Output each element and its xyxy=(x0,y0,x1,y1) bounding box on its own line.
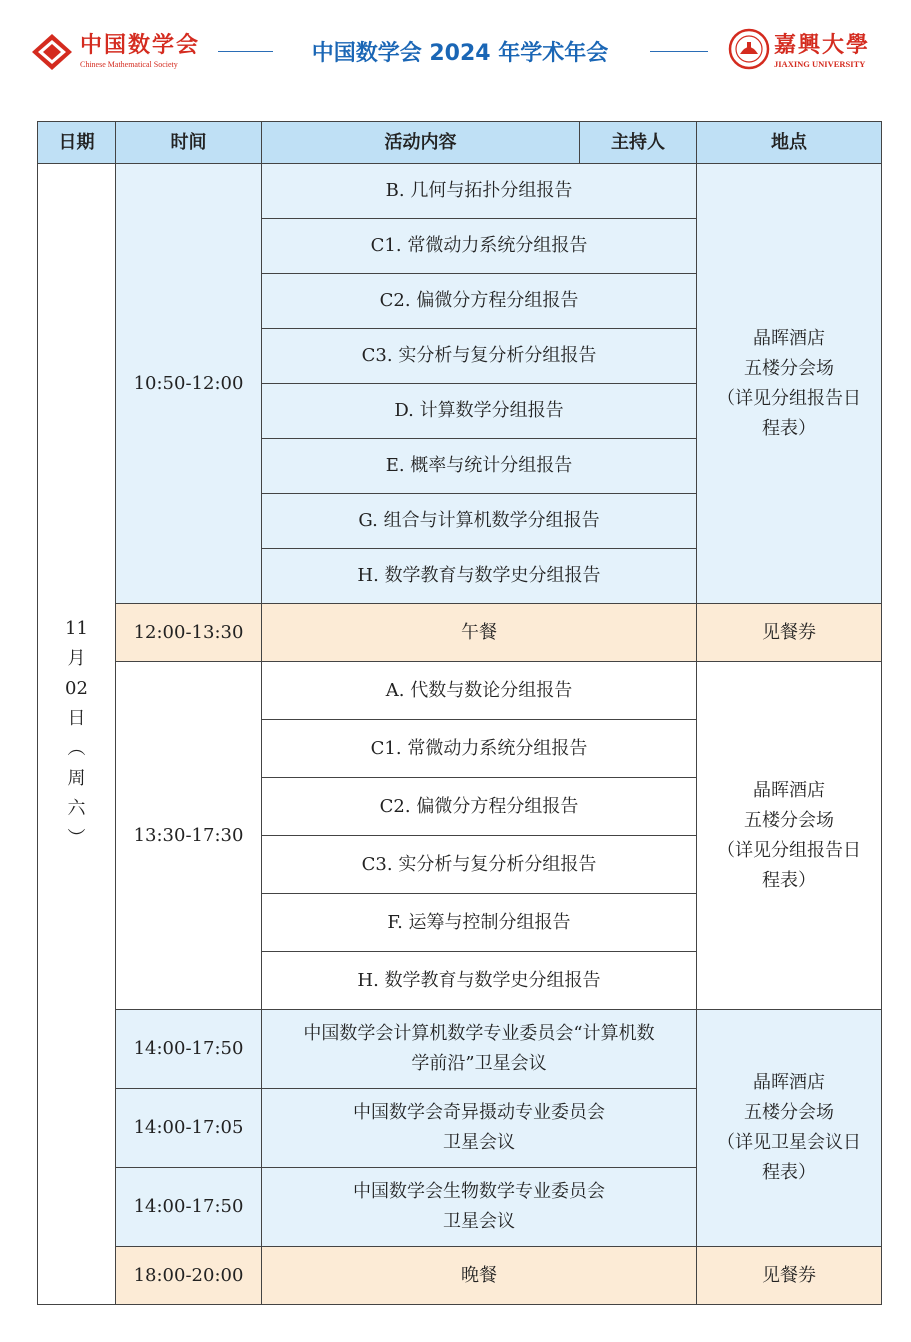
time-cell: 12:00-13:30 xyxy=(116,604,262,662)
activity-cell: B. 几何与拓扑分组报告 xyxy=(262,164,697,219)
activity-cell: A. 代数与数论分组报告 xyxy=(262,662,697,720)
university-seal-icon xyxy=(728,28,770,70)
time-cell: 13:30-17:30 xyxy=(116,662,262,1010)
venue-cell: 见餐券 xyxy=(697,604,882,662)
cms-logo xyxy=(30,28,200,76)
activity-cell: 中国数学会计算机数学专业委员会“计算机数 学前沿”卫星会议 xyxy=(262,1010,697,1089)
table-row xyxy=(38,164,882,219)
activity-cell: C2. 偏微分方程分组报告 xyxy=(262,778,697,836)
activity-cell: C2. 偏微分方程分组报告 xyxy=(262,274,697,329)
time-cell: 14:00-17:50 xyxy=(116,1168,262,1247)
venue-cell: 见餐券 xyxy=(697,1247,882,1305)
activity-cell: E. 概率与统计分组报告 xyxy=(262,439,697,494)
activity-cell: 中国数学会奇异摄动专业委员会 卫星会议 xyxy=(262,1089,697,1168)
activity-cell: C1. 常微动力系统分组报告 xyxy=(262,219,697,274)
university-name-en: JIAXING UNIVERSITY xyxy=(774,59,866,69)
table-header-row xyxy=(38,122,882,164)
title-divider-left xyxy=(218,51,273,52)
activity-cell: 晚餐 xyxy=(262,1247,697,1305)
university-name-cn: 嘉興大學 xyxy=(774,32,871,58)
table-row xyxy=(38,1010,882,1089)
cms-emblem-icon xyxy=(30,32,74,72)
table-row-lunch xyxy=(38,604,882,662)
activity-cell: C3. 实分析与复分析分组报告 xyxy=(262,329,697,384)
table-row-dinner xyxy=(38,1247,882,1305)
activity-cell: C3. 实分析与复分析分组报告 xyxy=(262,836,697,894)
table-row xyxy=(38,662,882,720)
header-time: 时间 xyxy=(116,122,262,164)
cms-name-cn: 中国数学会 xyxy=(80,32,201,58)
time-cell: 10:50-12:00 xyxy=(116,164,262,604)
activity-cell: G. 组合与计算机数学分组报告 xyxy=(262,494,697,549)
time-cell: 14:00-17:05 xyxy=(116,1089,262,1168)
activity-cell: D. 计算数学分组报告 xyxy=(262,384,697,439)
venue-cell: 晶晖酒店 五楼分会场 （详见分组报告日 程表） xyxy=(697,662,882,1010)
jiaxing-university-logo xyxy=(728,26,888,76)
venue-cell: 晶晖酒店 五楼分会场 （详见分组报告日 程表） xyxy=(697,164,882,604)
page-header xyxy=(0,0,911,100)
activity-cell: H. 数学教育与数学史分组报告 xyxy=(262,952,697,1010)
schedule-table xyxy=(37,121,882,1305)
header-venue: 地点 xyxy=(697,122,882,164)
time-cell: 14:00-17:50 xyxy=(116,1010,262,1089)
header-host: 主持人 xyxy=(580,122,697,164)
activity-cell: C1. 常微动力系统分组报告 xyxy=(262,720,697,778)
cms-name-en: Chinese Mathematical Society xyxy=(80,60,178,69)
activity-cell: F. 运筹与控制分组报告 xyxy=(262,894,697,952)
venue-cell: 晶晖酒店 五楼分会场 （详见卫星会议日 程表） xyxy=(697,1010,882,1247)
activity-cell: 中国数学会生物数学专业委员会 卫星会议 xyxy=(262,1168,697,1247)
time-cell: 18:00-20:00 xyxy=(116,1247,262,1305)
header-activity: 活动内容 xyxy=(262,122,580,164)
header-date: 日期 xyxy=(38,122,116,164)
date-cell: 11 月 02 日 ︵ 周 六 ︶ xyxy=(38,164,116,1305)
title-divider-right xyxy=(650,51,708,52)
activity-cell: H. 数学教育与数学史分组报告 xyxy=(262,549,697,604)
page-title: 中国数学会 2024 年学术年会 xyxy=(311,41,609,66)
activity-cell: 午餐 xyxy=(262,604,697,662)
